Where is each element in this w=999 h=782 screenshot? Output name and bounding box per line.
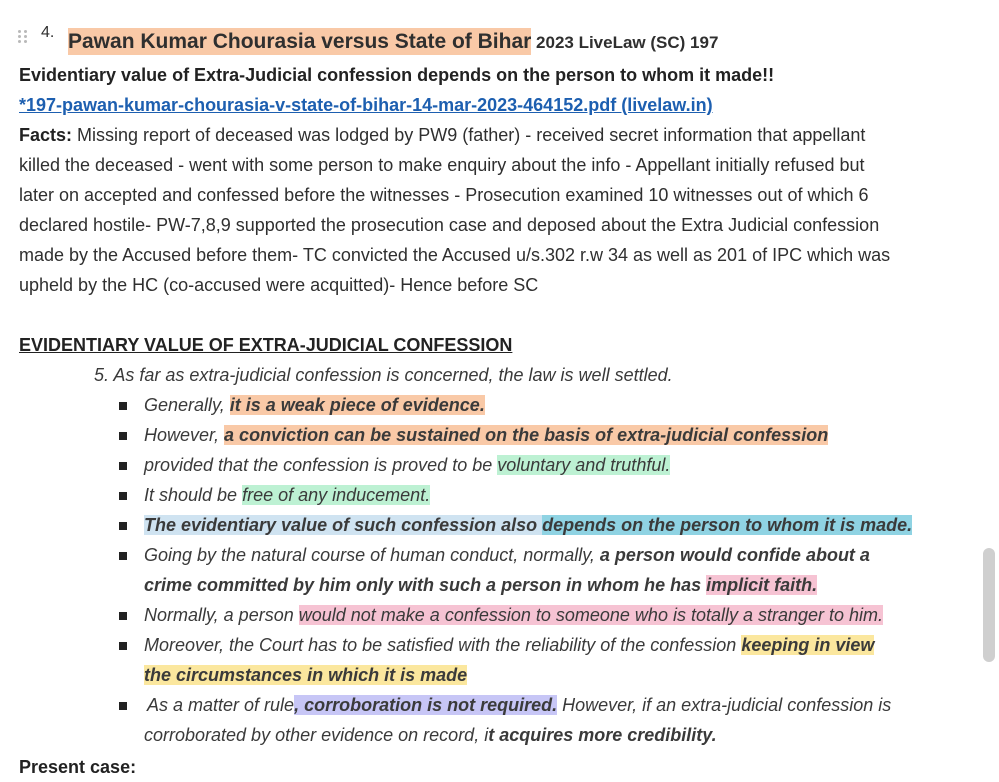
bullet-icon [119,462,127,470]
highlight-text: , corroboration is not required. [294,695,558,715]
bullet-text: Normally, a person [144,605,299,625]
case-title-line [68,26,718,59]
bullet-icon [119,642,127,650]
bullet-icon [119,492,127,500]
highlight-text: the circumstances in which it is made [144,665,468,685]
bullet-icon [119,702,127,710]
paragraph-5: 5. As far as extra-judicial confession is concerned, the law is well settled. [94,365,673,385]
bullet-text: However, [144,425,225,445]
highlight-text: voluntary and truthful. [497,455,671,475]
bullet-text: Going by the natural course of human conduct, normally, [144,545,600,565]
facts-line-5: made by the Accused before them- TC convicted the Accused u/s.302 r.w 34 as well as 201 of IPC which was [19,245,891,265]
case-citation: 2023 LiveLaw (SC) 197 [531,33,719,52]
list-item [19,480,924,510]
list-item [19,630,924,690]
bullet-text: Moreover, the Court has to be satisfied with the reliability of the confession [144,635,742,655]
bold-text: t acquires more credibility. [488,725,717,745]
pdf-link-line [19,90,713,120]
facts-line-1 [19,120,865,150]
facts-label: Facts: [19,125,73,145]
section-heading: EVIDENTIARY VALUE OF EXTRA-JUDICIAL CONFESSION [19,335,513,355]
present-case-label: Present case: [19,757,137,777]
bullet-icon [119,402,127,410]
highlight-text: would not make a confession to someone who is totally a stranger to him. [298,605,884,625]
highlight-text: implicit faith. [706,575,818,595]
bullet-text: It should be [144,485,243,505]
bullet-text: provided that the confession is proved to be [144,455,498,475]
facts-line-6: upheld by the HC (co-accused were acquitted)- Hence before SC [19,275,539,295]
bullet-icon [119,522,127,530]
drag-handle-icon[interactable] [18,30,28,44]
bold-text: a person would confide about a [599,545,870,565]
bullet-icon [119,552,127,560]
list-item [19,450,924,480]
list-item [19,540,924,600]
bold-text: crime committed by him only with such a person in whom he has [144,575,707,595]
pdf-link[interactable]: *197-pawan-kumar-chourasia-v-state-of-bihar-14-mar-2023-464152.pdf (livelaw.in) [19,95,713,115]
bullet-text: Generally, [144,395,230,415]
bullet-text: As a matter of rule [147,695,295,715]
scrollbar-thumb[interactable] [983,548,995,662]
case-title: Pawan Kumar Chourasia versus State of Bihar [68,30,532,53]
list-item [19,390,924,420]
bullet-icon [119,432,127,440]
bullet-icon [119,612,127,620]
list-item [19,420,924,450]
facts-line-4: declared hostile- PW-7,8,9 supported the prosecution case and deposed about the Extra Judicial confession [19,215,880,235]
facts-text: Missing report of deceased was lodged by PW9 (father) - received secret information that appellant [72,125,866,145]
list-number: 4. [41,24,55,41]
highlight-text: free of any inducement. [242,485,431,505]
facts-line-2: killed the deceased - went with some person to make enquiry about the info - Appellant initially refused but [19,155,865,175]
facts-line-3: later on accepted and confessed before the witnesses - Prosecution examined 10 witnesses out of which 6 [19,185,869,205]
list-item [19,510,924,540]
highlight-text: a conviction can be sustained on the basis of extra-judicial confession [224,425,829,445]
list-item [19,690,924,750]
highlight-text: The evidentiary value of such confession also [144,515,543,535]
bullet-text: However, if an extra-judicial confession is [557,695,892,715]
highlight-text: depends on the person to whom it is made. [542,515,913,535]
highlight-text: keeping in view [741,635,875,655]
case-heading: Evidentiary value of Extra-Judicial confession depends on the person to whom it made!! [19,65,775,85]
bullet-text: corroborated by other evidence on record, i [144,725,489,745]
list-item [19,600,924,630]
highlight-text: it is a weak piece of evidence. [229,395,485,415]
